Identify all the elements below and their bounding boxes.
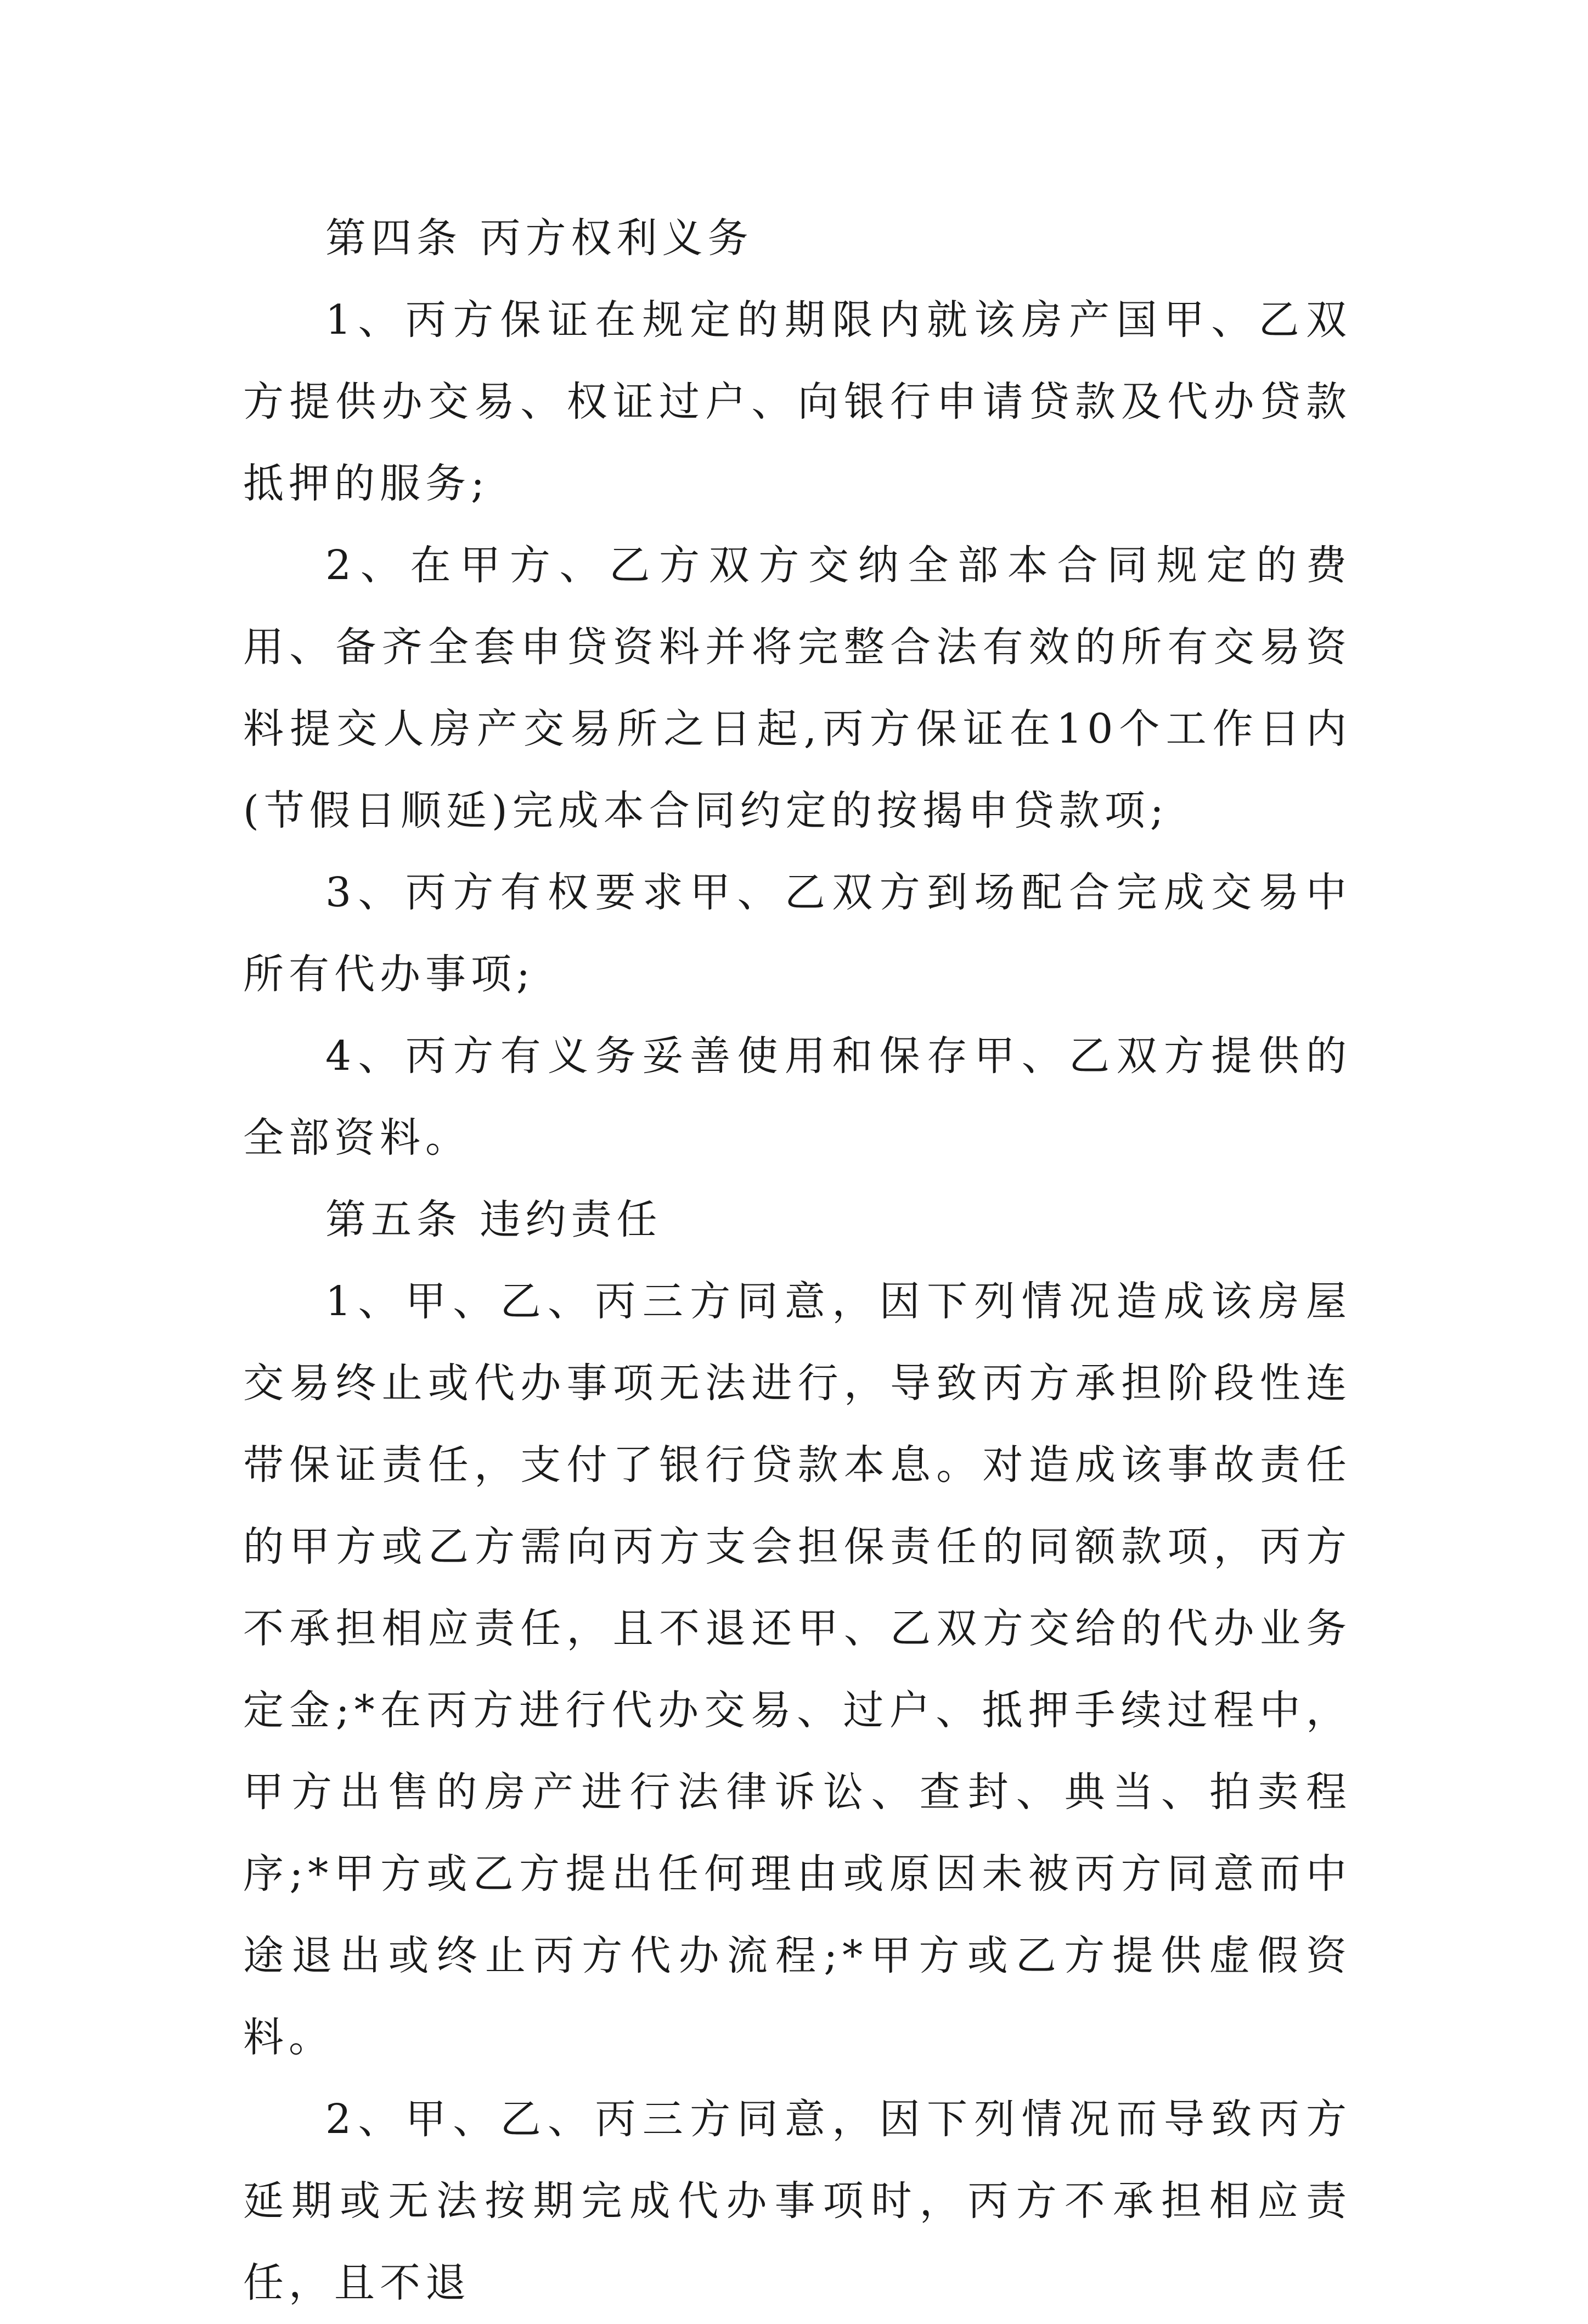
paragraph-article-5-item-2: 2、甲、乙、丙三方同意，因下列情况而导致丙方延期或无法按期完成代办事项时，丙方不承担相应责任，且不退 [243, 2096, 1352, 2306]
paragraph-article-4-item-1: 1、丙方保证在规定的期限内就该房产国甲、乙双方提供办交易、权证过户、向银行申请贷款及代办贷款抵押的服务; [243, 296, 1352, 507]
section-heading-article-5: 第五条 违约责任 [325, 1196, 662, 1243]
section-heading-article-4: 第四条 丙方权利义务 [325, 215, 753, 262]
paragraph-article-4-item-2: 2、在甲方、乙方双方交纳全部本合同规定的费用、备齐全套申贷资料并将完整合法有效的所有交易资料提交人房产交易所之日起,丙方保证在10个工作日内(节假日顺延)完成本合同约定的按揭申贷款项; [243, 542, 1352, 834]
paragraph-article-4-item-4: 4、丙方有义务妥善使用和保存甲、乙双方提供的全部资料。 [243, 1032, 1352, 1161]
paragraph-article-4-item-3: 3、丙方有权要求甲、乙双方到场配合完成交易中所有代办事项; [243, 869, 1352, 998]
document-body [243, 198, 1352, 2324]
paragraph-article-5-item-1: 1、甲、乙、丙三方同意，因下列情况造成该房屋交易终止或代办事项无法进行，导致丙方承担阶段性连带保证责任，支付了银行贷款本息。对造成该事故责任的甲方或乙方需向丙方支会担保责任的同额款项，丙方不承担相应责任，且不退还甲、乙双方交给的代办业务定金;*在丙方进行代办交易、过户、抵押手续过程中，甲方出售的房产进行法律诉讼、查封、典当、拍卖程序;*甲方或乙方提出任何理由或原因未被丙方同意而中途退出或终止丙方代办流程;*甲方或乙方提供虚假资料。 [243, 1278, 1352, 2061]
